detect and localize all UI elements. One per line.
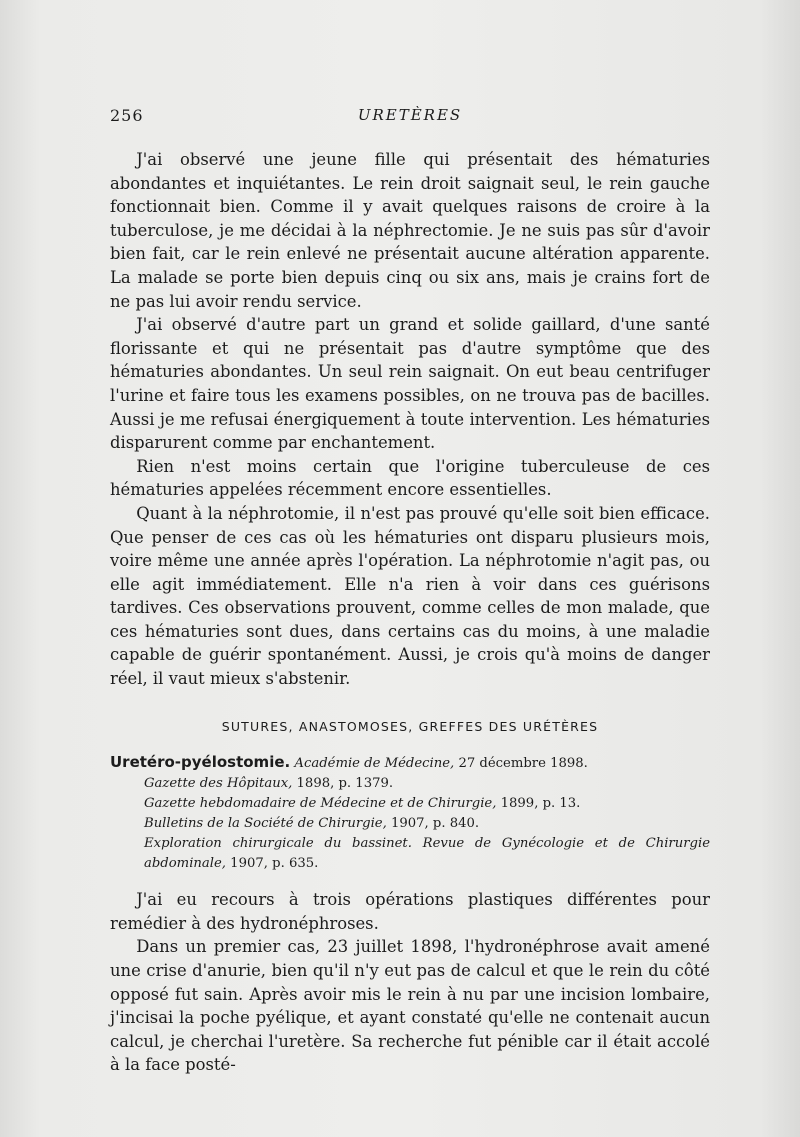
paragraph: Quant à la néphrotomie, il n'est pas prouvé qu'elle soit bien efficace. Que penser de ces cas où les hématuries ont disparu plusieurs mois, voire même une année après l'opération. La néphrotomie n'agit pas, ou elle agit immédiatement. Elle n'a rien à voir dans ces guérisons tardives. Ces observations prouvent, comme celles de mon malade, que ces hématuries sont dues, dans certains cas du moins, à une maladie capable de guérir spontanément. Aussi, je crois qu'à moins de danger réel, il vaut mieux s'abstenir.: [110, 503, 710, 689]
reference-journal: Gazette des Hôpitaux,: [144, 776, 293, 792]
paragraph: Dans un premier cas, 23 juillet 1898, l'hydronéphrose avait amené une crise d'anurie, bien qu'il n'y eut pas de calcul et que le rein du côté opposé fut sain. Après avoir mis le rein à nu par une incision lombaire, j'incisai la poche pyélique, et ayant constaté qu'elle ne contenait aucun calcul, je cherchai l'uretère. Sa recherche fut pénible car il était accolé à la face posté-: [110, 937, 710, 1075]
paragraph: Rien n'est moins certain que l'origine tuberculeuse de ces hématuries appelées récemment encore essentielles.: [110, 456, 710, 500]
reference-item: [110, 794, 710, 814]
reference-details: 27 décembre 1898.: [454, 756, 588, 772]
reference-details: 1899, p. 13.: [496, 796, 581, 812]
references-list: [110, 752, 710, 874]
reference-details: 1907, p. 635.: [225, 856, 319, 872]
body-text: [110, 148, 710, 1077]
reference-item: [110, 774, 710, 794]
reference-item: [110, 814, 710, 834]
reference-journal: Exploration chirurgicale du bassinet. Revue de Gynécologie et de Chirurgie abdominale,: [144, 836, 710, 872]
reference-details: 1907, p. 840.: [386, 816, 480, 832]
section-title: SUTURES, ANASTOMOSES, GREFFES DES URÉTÈRES: [221, 718, 599, 734]
reference-journal: Académie de Médecine,: [294, 756, 455, 772]
paragraph: J'ai eu recours à trois opérations plastiques différentes pour remédier à des hydronéphroses.: [110, 890, 710, 933]
running-title: URETÈRES: [357, 106, 463, 124]
reference-item: [110, 834, 710, 874]
reference-details: 1898, p. 1379.: [292, 776, 394, 792]
reference-journal: Bulletins de la Société de Chirurgie,: [144, 816, 387, 832]
paragraph: J'ai observé une jeune fille qui présentait des hématuries abondantes et inquiétantes. Le rein droit saignait seul, le rein gauche fonctionnait bien. Comme il y avait quelques raisons de croire à la tuberculose, je me décidai à la néphrectomie. Je ne suis pas sûr d'avoir bien fait, car le rein enlevé ne présentait aucune altération apparente. La malade se porte bien depuis cinq ou six ans, mais je crains fort de ne pas lui avoir rendu service.: [110, 150, 710, 311]
reference-item: [110, 752, 710, 774]
reference-lead: Uretéro-pyélostomie.: [110, 753, 291, 772]
reference-journal: Gazette hebdomadaire de Médecine et de Chirurgie,: [144, 796, 497, 812]
paragraph: J'ai observé d'autre part un grand et solide gaillard, d'une santé florissante et qui ne présentait pas d'autre symptôme que des hématuries abondantes. Un seul rein saignait. On eut beau centrifuger l'urine et faire tous les examens possibles, on ne trouva pas de bacilles. Aussi je me refusai énergiquement à toute intervention. Les hématuries disparurent comme par enchantement.: [110, 315, 710, 453]
page-header: [110, 106, 710, 130]
page-number: 256: [110, 106, 144, 125]
